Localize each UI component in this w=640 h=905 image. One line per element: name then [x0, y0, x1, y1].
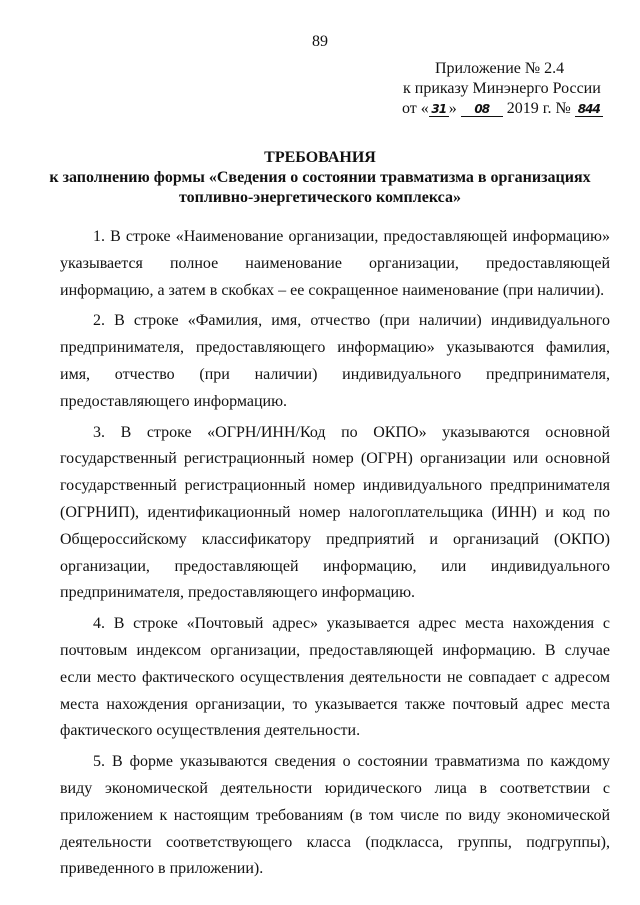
handwritten-month: 08: [461, 102, 503, 117]
paragraph-3: 3. В строке «ОГРН/ИНН/Код по ОКПО» указываются основной государственный регистрационный номер (ОГРН) организации или основной государственный регистрационный номер индивидуального предпринимателя (ОГРНИП), идентификационный номер налогоплательщика (ИНН) и код по Общероссийскому классификатору предприятий и организаций (ОКПО) организации, предоставляющей информацию, или индивидуального предпринимателя, предоставляющего информацию.: [60, 423, 610, 602]
title-subtitle-line-1: к заполнению формы «Сведения о состоянии травматизма в организациях: [49, 169, 591, 186]
year-and-number-label: 2019 г. №: [506, 100, 571, 117]
date-prefix: от «: [402, 100, 429, 117]
handwritten-order-number: 844: [575, 102, 603, 117]
document-body: [60, 224, 610, 887]
paragraph-1: 1. В строке «Наименование организации, предоставляющей информацию» указывается полное наименование организации, предоставляющей информацию, а затем в скобках – ее сокращенное наименование (при наличии).: [60, 228, 610, 299]
appendix-title: Приложение № 2.4: [435, 60, 565, 77]
title-subtitle-line-2: топливно-энергетического комплекса»: [179, 189, 461, 206]
appendix-block: [402, 59, 602, 119]
page-number: 89: [312, 33, 328, 50]
title-heading: ТРЕБОВАНИЯ: [264, 149, 376, 166]
paragraph-4: 4. В строке «Почтовый адрес» указывается адрес места нахождения с почтовым индексом организации, предоставляющей информацию. В случае если место фактического осуществления деятельности не совпадает с адресом места нахождения организации, то указывается также почтовый адрес места фактического осуществления деятельности.: [60, 615, 610, 740]
date-mid: »: [448, 100, 457, 117]
appendix-date-line: [402, 99, 602, 119]
paragraph-2: 2. В строке «Фамилия, имя, отчество (при наличии) индивидуального предпринимателя, предоставляющего информацию» указываются фамилия, имя, отчество (при наличии) индивидуального предпринимателя, предоставляющего информацию.: [60, 312, 610, 410]
document-title: [0, 148, 640, 208]
paragraph-5: 5. В форме указываются сведения о состоянии травматизма по каждому виду экономической деятельности юридического лица в соответствии с приложением к настоящим требованиям (в том числе по виду экономической деятельности соответствующего класса (подкласса, группы, подгруппы), приведенного в приложении).: [60, 753, 610, 878]
appendix-order-reference: к приказу Минэнерго России: [403, 80, 601, 97]
handwritten-day: 31: [429, 102, 449, 117]
